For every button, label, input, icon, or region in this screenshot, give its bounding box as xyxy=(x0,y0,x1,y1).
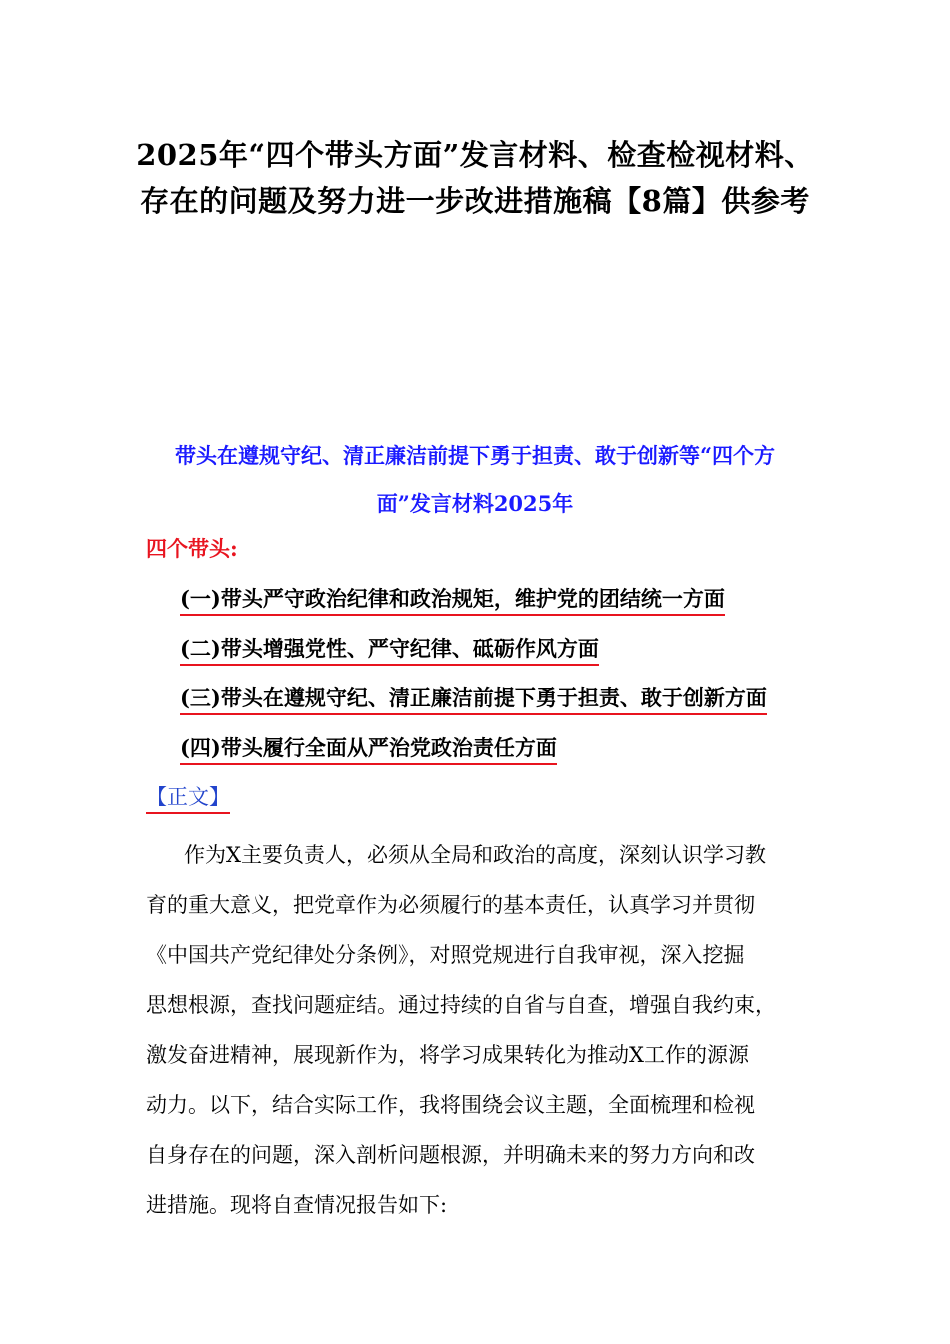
list-item xyxy=(180,582,767,632)
four-heads-list xyxy=(180,582,767,780)
heads-item-3: (三)带头在遵规守纪、清正廉洁前提下勇于担责、敢于创新方面 xyxy=(180,683,767,715)
title-line-1: 2025年“四个带头方面”发言材料、检查检视材料、 xyxy=(136,138,814,172)
heads-item-1: (一)带头严守政治纪律和政治规矩，维护党的团结统一方面 xyxy=(180,584,725,616)
list-item xyxy=(180,632,767,682)
list-item xyxy=(180,731,767,781)
body-line-1: 作为X主要负责人，必须从全局和政治的高度，深刻认识学习教 xyxy=(184,843,766,867)
article-subtitle xyxy=(110,432,840,528)
subtitle-line-2: 面”发言材料2025年 xyxy=(376,491,574,516)
body-line-3: 《中国共产党纪律处分条例》，对照党规进行自我审视，深入挖掘 xyxy=(146,943,745,967)
body-line-7: 自身存在的问题，深入剖析问题根源，并明确未来的努力方向和改 xyxy=(146,1143,755,1167)
document-title xyxy=(60,132,890,224)
body-line-2: 育的重大意义，把党章作为必须履行的基本责任，认真学习并贯彻 xyxy=(146,893,755,917)
four-heads-label: 四个带头: xyxy=(146,536,238,561)
heads-item-2: (二)带头增强党性、严守纪律、砥砺作风方面 xyxy=(180,634,599,666)
body-paragraph xyxy=(146,830,826,1230)
body-line-4: 思想根源，查找问题症结。通过持续的自省与自查，增强自我约束， xyxy=(146,993,776,1017)
list-item xyxy=(180,681,767,731)
title-line-2: 存在的问题及努力进一步改进措施稿【8篇】供参考 xyxy=(140,184,810,218)
body-line-5: 激发奋进精神，展现新作为，将学习成果转化为推动X工作的源源 xyxy=(146,1043,749,1067)
subtitle-line-1: 带头在遵规守纪、清正廉洁前提下勇于担责、敢于创新等“四个方 xyxy=(174,443,776,468)
body-line-8: 进措施。现将自查情况报告如下: xyxy=(146,1193,448,1217)
main-text-tag: 【正文】 xyxy=(146,782,230,814)
body-line-6: 动力。以下，结合实际工作，我将围绕会议主题，全面梳理和检视 xyxy=(146,1093,755,1117)
heads-item-4: (四)带头履行全面从严治党政治责任方面 xyxy=(180,733,557,765)
